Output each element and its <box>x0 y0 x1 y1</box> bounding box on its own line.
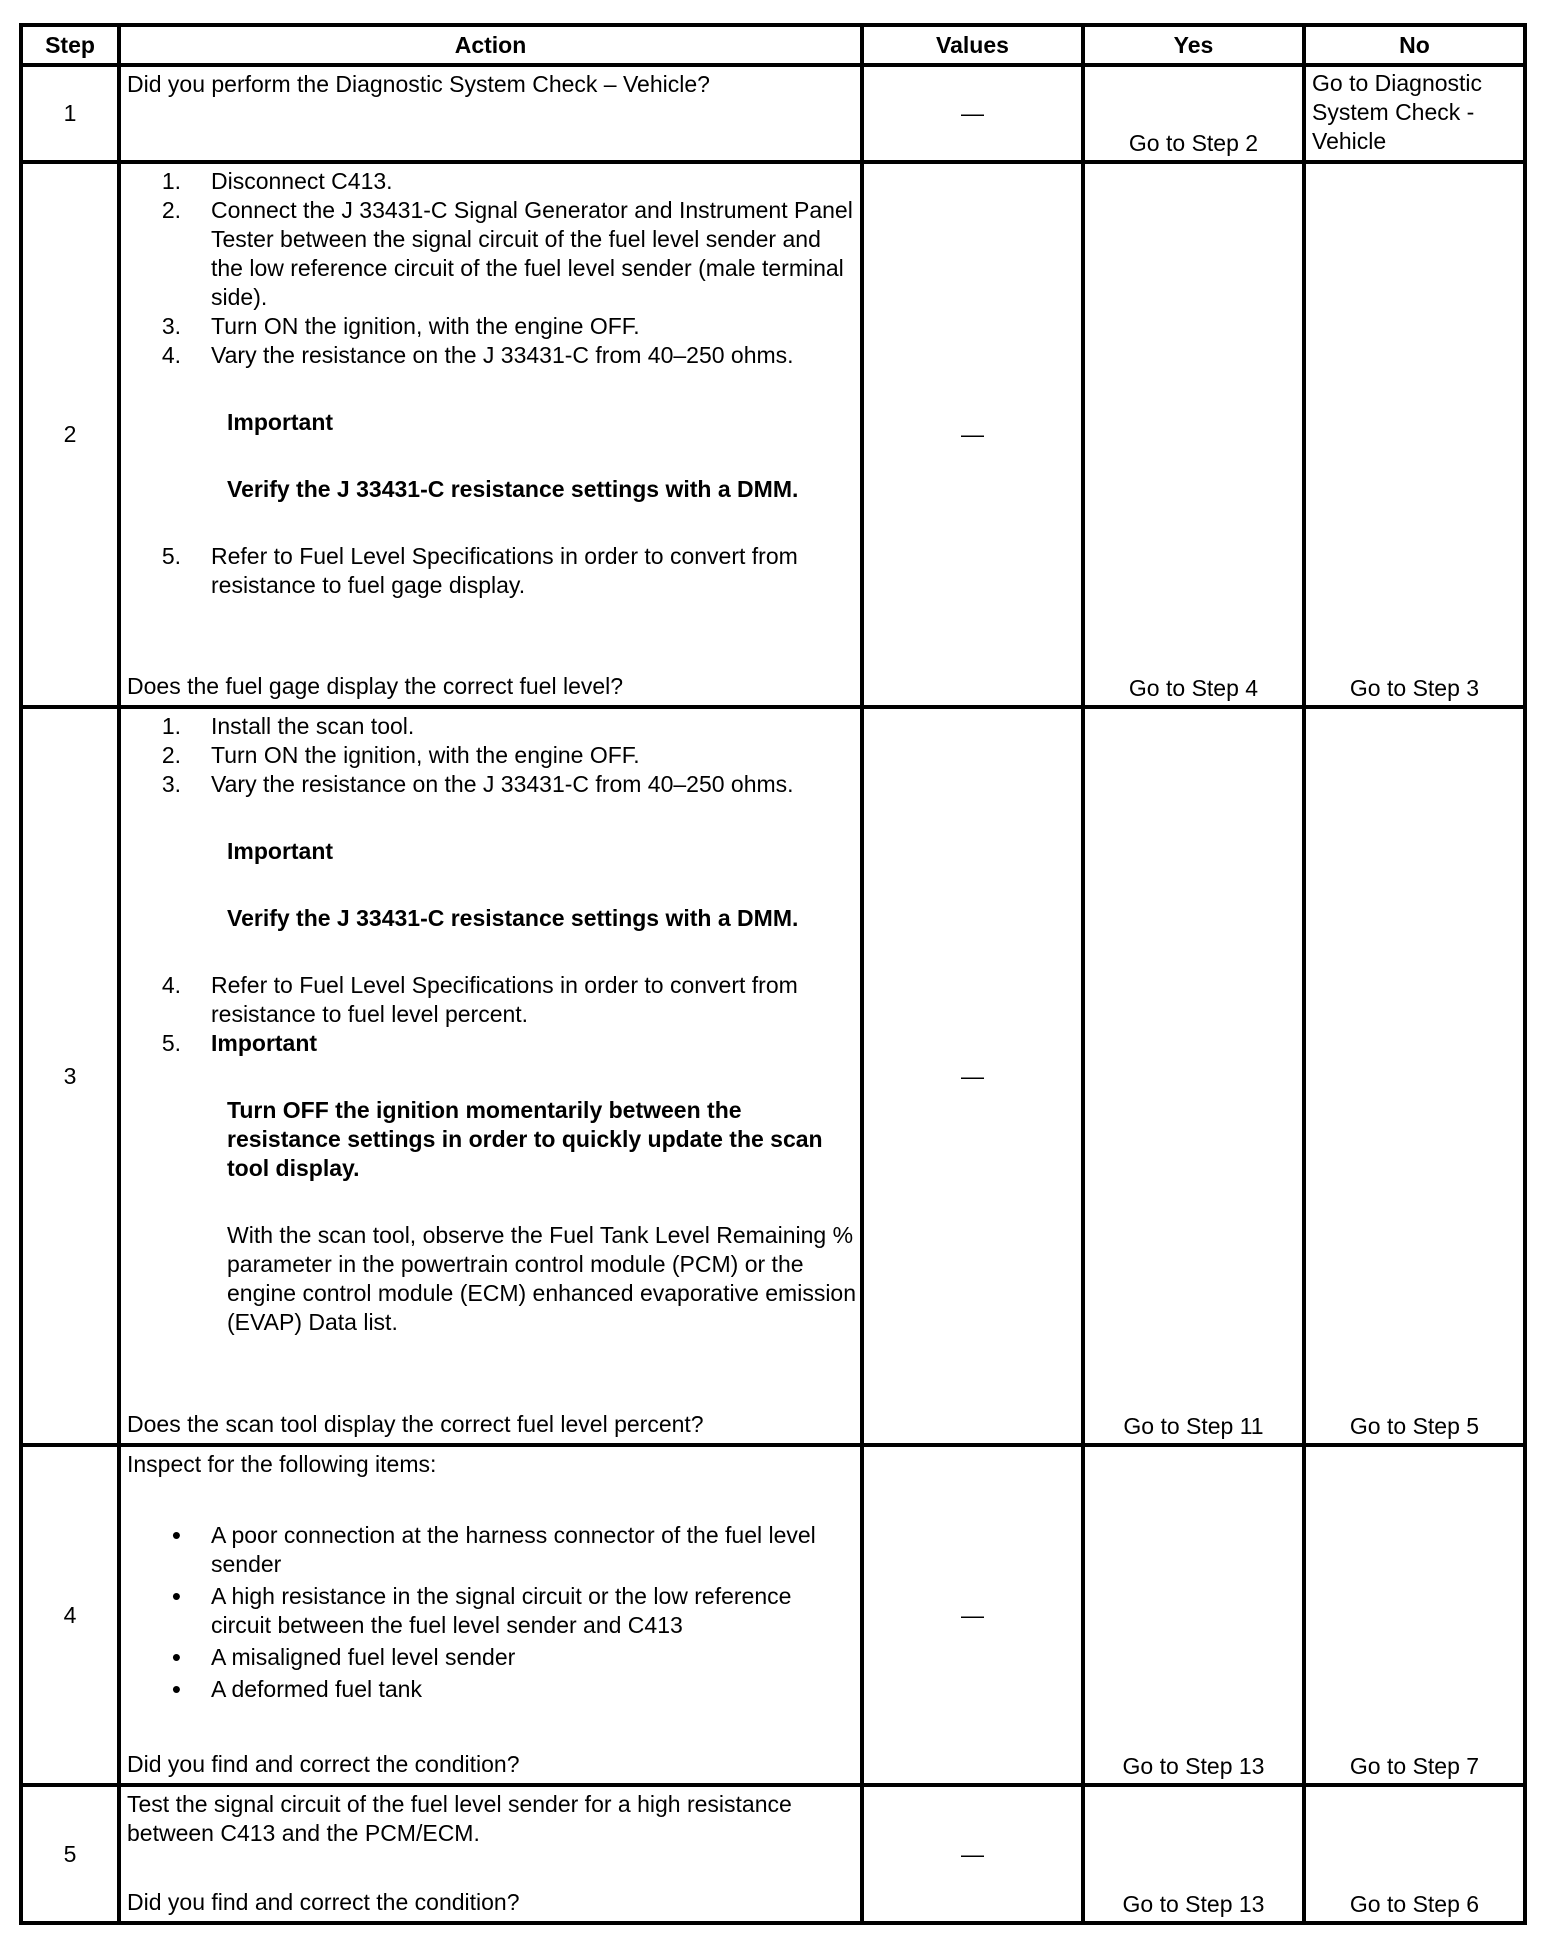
list-item: • A deformed fuel tank <box>171 1674 422 1704</box>
no-cell: Go to Diagnostic System Check - Vehicle <box>1304 65 1525 162</box>
step-number: 3 <box>21 707 119 1445</box>
important-label: Important <box>227 409 334 435</box>
action-cell <box>119 65 862 162</box>
no-cell: Go to Step 3 <box>1304 162 1525 707</box>
question: Did you perform the Diagnostic System Check – Vehicle? <box>127 71 710 97</box>
header-row <box>21 25 1525 65</box>
list-item: 4. Vary the resistance on the J 33431-C from 40–250 ohms. <box>161 342 794 368</box>
question: Did you find and correct the condition? <box>127 1751 520 1777</box>
value-cell: — <box>862 707 1083 1445</box>
list-item: • A high resistance in the signal circuit or the low reference circuit between the fuel level sender and C413 <box>171 1581 792 1638</box>
diagnostic-table <box>19 23 1527 1925</box>
action-cell <box>119 707 862 1445</box>
header-values: Values <box>862 25 1083 65</box>
step-number: 4 <box>21 1445 119 1785</box>
action-cell <box>119 162 862 707</box>
table-row-step-4 <box>21 1445 1525 1785</box>
list-item: 4. Refer to Fuel Level Specifications in order to convert from resistance to fuel level percent. <box>161 972 798 1027</box>
list-item: 1. Disconnect C413. <box>161 168 393 194</box>
yes-cell: Go to Step 4 <box>1083 162 1304 707</box>
question: Does the scan tool display the correct fuel level percent? <box>127 1411 704 1437</box>
intro-text: Inspect for the following items: <box>127 1451 437 1477</box>
observe-text: With the scan tool, observe the Fuel Tank Level Remaining % parameter in the powertrain control module (PCM) or the engine control module (ECM) enhanced evaporative emission (EVAP) Data list. <box>227 1222 857 1335</box>
step-number: 5 <box>21 1785 119 1923</box>
table-row-step-3 <box>21 707 1525 1445</box>
header-action: Action <box>119 25 862 65</box>
list-item: 5. Refer to Fuel Level Specifications in order to convert from resistance to fuel gage display. <box>161 543 798 598</box>
list-item: • A poor connection at the harness connector of the fuel level sender <box>171 1520 816 1577</box>
table-row-step-2 <box>21 162 1525 707</box>
important-note: Verify the J 33431-C resistance settings with a DMM. <box>227 476 799 502</box>
value-cell: — <box>862 1445 1083 1785</box>
action-cell <box>119 1445 862 1785</box>
yes-cell: Go to Step 13 <box>1083 1445 1304 1785</box>
header-no: No <box>1304 25 1525 65</box>
header-yes: Yes <box>1083 25 1304 65</box>
intro-text: Test the signal circuit of the fuel level sender for a high resistance between C413 and the PCM/ECM. <box>127 1791 792 1846</box>
yes-cell: Go to Step 2 <box>1083 65 1304 162</box>
no-cell: Go to Step 6 <box>1304 1785 1525 1923</box>
list-item: 2. Connect the J 33431-C Signal Generator and Instrument Panel Tester between the signal circuit of the fuel level sender and the low reference circuit of the fuel level sender (male terminal side). <box>161 197 853 310</box>
question: Did you find and correct the condition? <box>127 1889 520 1915</box>
yes-cell: Go to Step 11 <box>1083 707 1304 1445</box>
list-item: 2. Turn ON the ignition, with the engine OFF. <box>161 742 640 768</box>
list-item: 5. Important <box>161 1030 318 1056</box>
step-number: 2 <box>21 162 119 707</box>
list-item: • A misaligned fuel level sender <box>171 1642 516 1672</box>
value-cell: — <box>862 162 1083 707</box>
no-cell: Go to Step 5 <box>1304 707 1525 1445</box>
table-row-step-5 <box>21 1785 1525 1923</box>
yes-cell: Go to Step 13 <box>1083 1785 1304 1923</box>
table-row-step-1 <box>21 65 1525 162</box>
step-number: 1 <box>21 65 119 162</box>
question: Does the fuel gage display the correct fuel level? <box>127 673 624 699</box>
list-item: 3. Turn ON the ignition, with the engine OFF. <box>161 313 640 339</box>
action-cell <box>119 1785 862 1923</box>
important-note: Turn OFF the ignition momentarily between the resistance settings in order to quickly update the scan tool display. <box>227 1097 823 1181</box>
list-item: 3. Vary the resistance on the J 33431-C from 40–250 ohms. <box>161 771 794 797</box>
important-label: Important <box>227 838 334 864</box>
list-item: 1. Install the scan tool. <box>161 713 415 739</box>
no-cell: Go to Step 7 <box>1304 1445 1525 1785</box>
important-note: Verify the J 33431-C resistance settings with a DMM. <box>227 905 799 931</box>
value-cell: — <box>862 65 1083 162</box>
header-step: Step <box>21 25 119 65</box>
value-cell: — <box>862 1785 1083 1923</box>
